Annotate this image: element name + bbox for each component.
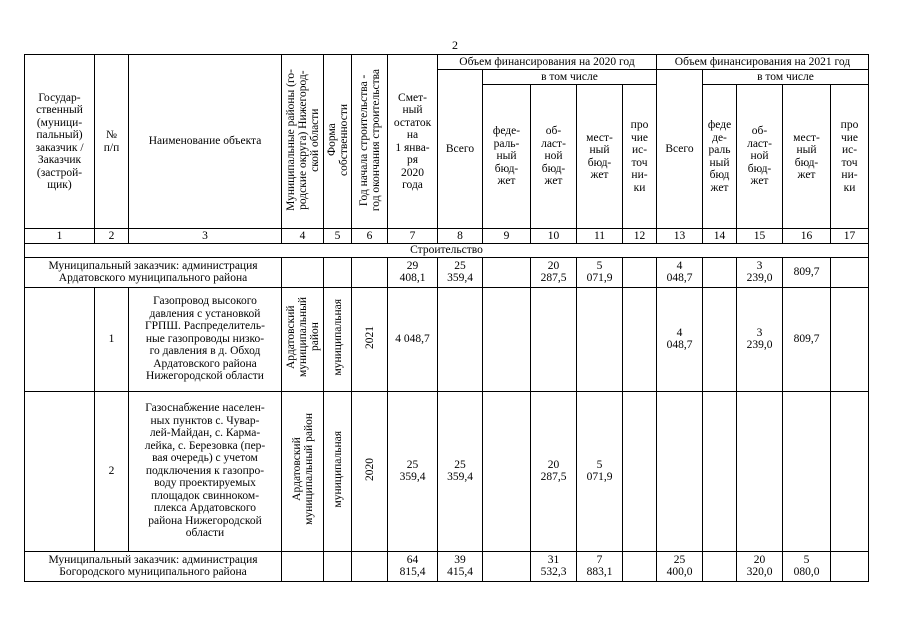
cell-remainder: 4 048,7 — [388, 287, 438, 391]
years-cell: 2020 — [352, 391, 388, 551]
years-cell: 2021 — [352, 287, 388, 391]
district-cell: Ардатовский муниципальный район — [282, 287, 324, 391]
col-number: 11 — [577, 229, 623, 244]
col-number: 17 — [831, 229, 869, 244]
header-fin-2020: Объем финансирования на 2020 год — [438, 55, 657, 70]
cell-remainder: 29 408,1 — [388, 257, 438, 287]
col-number: 9 — [483, 229, 531, 244]
header-federal-2020: феде- раль- ный бюд- жет — [483, 85, 531, 229]
col-number: 8 — [438, 229, 483, 244]
col-number: 1 — [25, 229, 95, 244]
page-number: 2 — [452, 38, 458, 52]
ownership-cell: муниципальная — [324, 287, 352, 391]
header-object-name: Наименование объекта — [129, 55, 282, 229]
group-title: Муниципальный заказчик: администрация Ардатовского муниципального района — [25, 257, 282, 287]
district-cell: Ардатовский муниципальный район — [282, 391, 324, 551]
header-total-2020: Всего — [438, 70, 483, 229]
header-other-2020: про чие ис- точ ни- ки — [623, 85, 657, 229]
ownership-cell: муниципальная — [324, 391, 352, 551]
group-row-bogorodsk — [25, 551, 869, 581]
cell-local-2020: 5 071,9 — [577, 391, 623, 551]
cell-local-2020: 7 883,1 — [577, 551, 623, 581]
header-total-2021: Всего — [657, 70, 703, 229]
cell-regional-2021: 3 239,0 — [737, 287, 783, 391]
header-local-2021: мест- ный бюд- жет — [783, 85, 831, 229]
header-incl-2021: в том числе — [703, 70, 869, 85]
header-regional-2021: об- ласт- ной бюд- жет — [737, 85, 783, 229]
col-number: 14 — [703, 229, 737, 244]
object-name: Газопровод высокого давления с установкой ГРПШ. Распределитель- ные газопроводы низко- го давления в д. Обход Ардатовского района Нижегородской области — [129, 287, 282, 391]
object-name: Газоснабжение населен- ных пунктов с. Чувар- лей-Майдан, с. Карма- лейка, с. Березовка (пер- вая очередь) с учетом подключения к газопро- воду проектируемых площадок свинноком- плекса Ардатовского района Нижегородской области — [129, 391, 282, 551]
header-other-2021: про чие ис- точ ни- ки — [831, 85, 869, 229]
col-number: 4 — [282, 229, 324, 244]
cell-remainder: 64 815,4 — [388, 551, 438, 581]
cell-remainder: 25 359,4 — [388, 391, 438, 551]
row-number: 1 — [95, 287, 129, 391]
cell-regional-2020: 20 287,5 — [531, 257, 577, 287]
col-number: 13 — [657, 229, 703, 244]
group-row-ardatov — [25, 257, 869, 287]
col-number: 7 — [388, 229, 438, 244]
col-number: 3 — [129, 229, 282, 244]
header-ownership: Форма собственности — [324, 55, 352, 229]
col-number: 12 — [623, 229, 657, 244]
header-num: № п/п — [95, 55, 129, 229]
cell-local-2021: 809,7 — [783, 287, 831, 391]
cell-regional-2020: 31 532,3 — [531, 551, 577, 581]
table-row — [25, 287, 869, 391]
col-number: 6 — [352, 229, 388, 244]
cell-total-2021: 4 048,7 — [657, 257, 703, 287]
cell-total-2021: 4 048,7 — [657, 287, 703, 391]
col-number: 2 — [95, 229, 129, 244]
cell-local-2021: 809,7 — [783, 257, 831, 287]
section-title: Строительство — [25, 244, 869, 258]
header-customer: Государ- ственный (муници- пальный) заказчик / Заказчик (застрой- щик) — [25, 55, 95, 229]
cell-local-2020: 5 071,9 — [577, 257, 623, 287]
cell-total-2020: 39 415,4 — [438, 551, 483, 581]
header-federal-2021: феде де- раль ный бюд жет — [703, 85, 737, 229]
col-number: 16 — [783, 229, 831, 244]
cell-regional-2020: 20 287,5 — [531, 391, 577, 551]
header-local-2020: мест- ный бюд- жет — [577, 85, 623, 229]
cell-regional-2021: 20 320,0 — [737, 551, 783, 581]
cell-local-2021: 5 080,0 — [783, 551, 831, 581]
cell-regional-2021: 3 239,0 — [737, 257, 783, 287]
cell-total-2020: 25 359,4 — [438, 257, 483, 287]
cell-total-2021: 25 400,0 — [657, 551, 703, 581]
row-number: 2 — [95, 391, 129, 551]
header-districts: Муниципальные районы (го- родские округа) Нижегород- ской области — [282, 55, 324, 229]
header-years: Год начала строительства - год окончания строительства — [352, 55, 388, 229]
header-regional-2020: об- ласт- ной бюд- жет — [531, 85, 577, 229]
header-incl-2020: в том числе — [483, 70, 657, 85]
financing-table — [24, 54, 869, 582]
column-numbers-row — [25, 229, 869, 244]
table-row — [25, 391, 869, 551]
header-fin-2021: Объем финансирования на 2021 год — [657, 55, 869, 70]
group-title: Муниципальный заказчик: администрация Богородского муниципального района — [25, 551, 282, 581]
col-number: 15 — [737, 229, 783, 244]
header-remainder: Смет- ный остаток на 1 янва- ря 2020 года — [388, 55, 438, 229]
col-number: 5 — [324, 229, 352, 244]
col-number: 10 — [531, 229, 577, 244]
cell-total-2020: 25 359,4 — [438, 391, 483, 551]
